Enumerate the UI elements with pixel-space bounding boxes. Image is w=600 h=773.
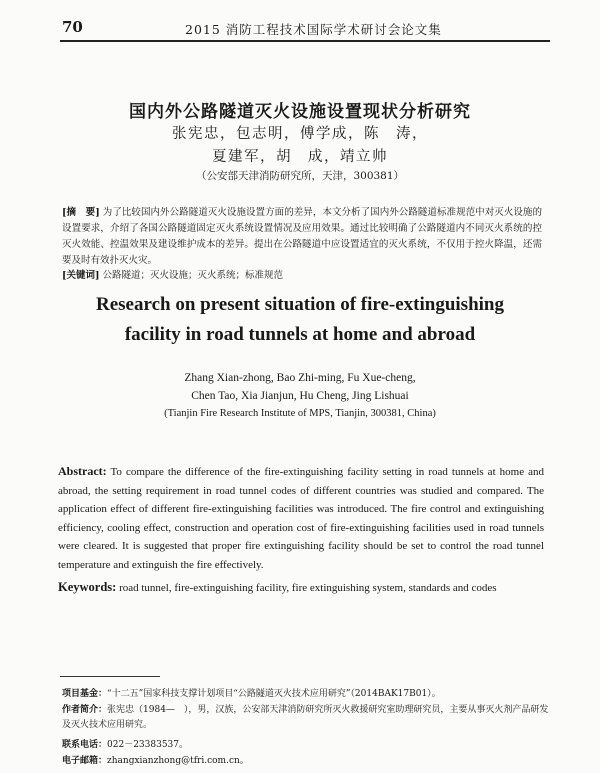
chinese-abstract-label: [摘 要] [62, 207, 100, 218]
chinese-keywords [62, 267, 542, 281]
footnote-rule [60, 676, 160, 677]
footnote-author-bio [62, 703, 552, 733]
english-authors-line-2: Chen Tao, Xia Jianjun, Hu Cheng, Jing Lishuai [191, 390, 409, 402]
chinese-affiliation: （公安部天津消防研究所，天津，300381） [195, 170, 405, 182]
chinese-authors-line-2: 夏建军，胡 成，靖立帅 [212, 149, 388, 165]
english-abstract-text: To compare the difference of the fire-extinguishing facility setting in road tunnels at home and abroad, the setting requirement in road tunnel codes of different countries was studied and compared. The application effect of different fire-extinguishing facilities was introduced. The fire control and extinguishing efficiency, cooling effect, construction and operation cost of fire-extinguishing facilities used in road tunnels were cleared. It is suggested that proper fire extinguishing facility should be set to control the road tunnel temperature and extinguish the fire effectively. [58, 466, 544, 571]
chinese-keywords-text: 公路隧道；灭火设施；灭火系统；标准规范 [102, 270, 284, 281]
english-keywords-label: Keywords: [58, 580, 117, 594]
footnote-phone [62, 738, 552, 753]
chinese-authors-line-1: 张宪忠，包志明，傅学成，陈 涛， [172, 126, 428, 142]
email-text: zhangxianzhong@tfri.com.cn。 [107, 756, 249, 766]
footnote-email [62, 754, 552, 769]
page-number: 70 [62, 18, 83, 36]
english-abstract [58, 462, 544, 574]
english-affiliation: (Tianjin Fire Research Institute of MPS, Tianjin, 300381, China) [164, 408, 436, 419]
phone-text: 022－23383537。 [107, 740, 189, 750]
english-authors-line-1: Zhang Xian-zhong, Bao Zhi-ming, Fu Xue-cheng, [184, 372, 416, 384]
english-keywords [58, 578, 544, 598]
email-label: 电子邮箱： [62, 756, 108, 766]
english-title-line-1: Research on present situation of fire-extinguishing [96, 294, 504, 315]
english-abstract-label: Abstract: [58, 464, 107, 478]
chinese-keywords-label: [关键词] [62, 270, 100, 281]
funding-text: “十二五”国家科技支撑计划项目“公路隧道灭火技术应用研究”（2014BAK17B01）。 [107, 689, 441, 699]
chinese-abstract-text: 为了比较国内外公路隧道灭火设施设置方面的差异，本文分析了国内外公路隧道标准规范中对灭火设施的设置要求，介绍了各国公路隧道固定灭火系统设置情况及应用效果。通过比较明确了公路隧道内不同灭火系统的控灭火效能、控温效果及建设维护成本的差异。提出在公路隧道中应设置适宜的灭火系统，不仅用于控火降温，还需要及时有效扑灭火灾。 [62, 207, 542, 266]
english-title [0, 290, 600, 350]
footnote-funding [62, 687, 552, 702]
english-title-line-2: facility in road tunnels at home and abroad [124, 324, 476, 345]
phone-label: 联系电话： [62, 740, 108, 750]
english-keywords-text: road tunnel, fire-extinguishing facility, fire extinguishing system, standards and codes [119, 582, 497, 594]
author-bio-text: 张宪忠（1984— ），男，汉族，公安部天津消防研究所灭火救援研究室助理研究员，主要从事灭火剂产品研发及灭火技术应用研究。 [62, 705, 549, 730]
author-bio-label: 作者简介： [62, 705, 108, 715]
chinese-abstract [62, 205, 542, 269]
funding-label: 项目基金： [62, 689, 108, 699]
header-rule [60, 40, 550, 42]
chinese-title: 国内外公路隧道灭火设施设置现状分析研究 [129, 102, 471, 122]
running-header-title: 2015 消防工程技术国际学术研讨会论文集 [185, 22, 442, 37]
